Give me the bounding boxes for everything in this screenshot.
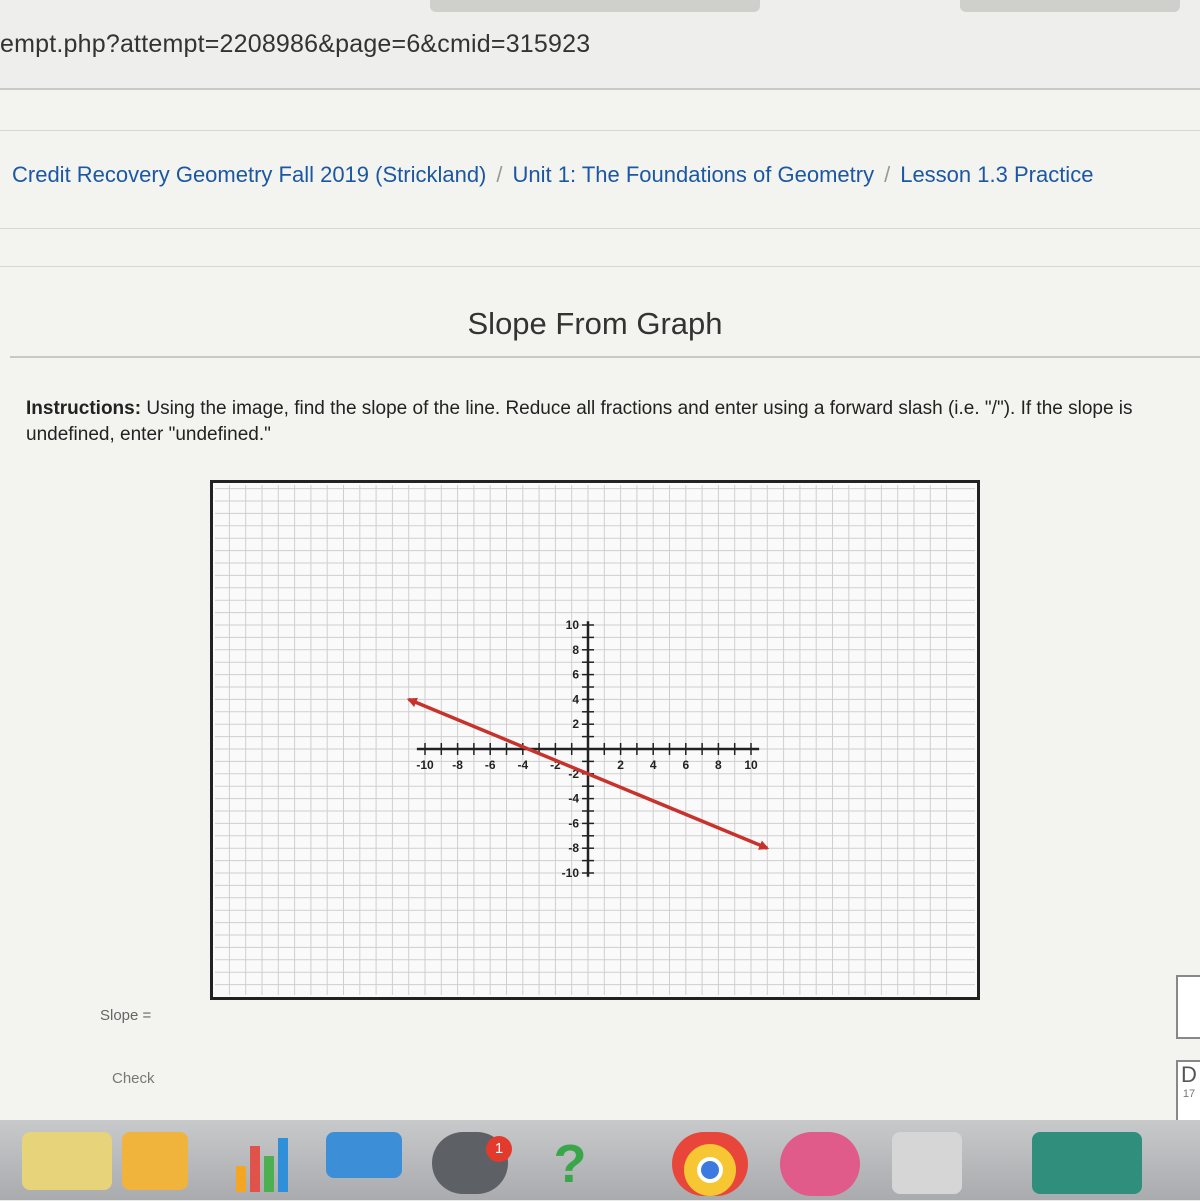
breadcrumb-unit-link[interactable]: Unit 1: The Foundations of Geometry <box>512 162 875 187</box>
itunes-app-icon[interactable] <box>780 1132 860 1196</box>
x-tick-label: -6 <box>484 758 496 772</box>
divider <box>10 356 1200 358</box>
divider <box>0 266 1200 267</box>
x-tick-label: -8 <box>452 758 463 772</box>
numbers-app-icon[interactable] <box>232 1132 302 1192</box>
y-tick-label: 6 <box>572 667 579 682</box>
calendar-widget[interactable] <box>1176 1060 1200 1128</box>
side-panel-widget[interactable] <box>1176 975 1200 1039</box>
chrome-browser-icon[interactable] <box>672 1132 748 1196</box>
x-tick-label: -4 <box>517 758 529 772</box>
y-tick-label: -10 <box>561 866 579 880</box>
x-tick-label: 10 <box>744 758 758 772</box>
instructions-text: Using the image, find the slope of the line. Reduce all fractions and enter using a forward slash (i.e. "/"). If the slope is undefined, enter "undefined." <box>26 398 1133 445</box>
y-tick-label: -8 <box>568 841 579 856</box>
keynote-app-icon[interactable] <box>326 1132 402 1178</box>
breadcrumb-separator: / <box>496 162 503 187</box>
calendar-date: 17 <box>1182 1088 1196 1100</box>
instructions <box>26 396 1176 448</box>
url-text[interactable]: empt.php?attempt=2208986&page=6&cmid=315923 <box>0 30 591 58</box>
help-app-icon[interactable]: ? <box>553 1134 587 1194</box>
x-tick-label: 2 <box>617 758 624 772</box>
app-store-icon[interactable] <box>1032 1132 1142 1194</box>
page-title: Slope From Graph <box>467 306 723 341</box>
divider <box>0 130 1200 131</box>
divider <box>0 228 1200 229</box>
y-tick-label: 2 <box>572 717 579 732</box>
check-button[interactable]: Check <box>100 1064 170 1092</box>
breadcrumb-course-link[interactable]: Credit Recovery Geometry Fall 2019 (Strickland) <box>12 162 487 187</box>
graph-svg <box>213 483 977 997</box>
slope-label: Slope = <box>100 1007 152 1024</box>
y-tick-label: 4 <box>572 692 579 707</box>
calendar-letter: D <box>1181 1062 1197 1087</box>
x-tick-label: 6 <box>682 758 690 772</box>
y-tick-label: -4 <box>568 791 579 806</box>
sticky-notes-icon[interactable] <box>122 1132 188 1190</box>
calendar-app-icon[interactable] <box>892 1132 962 1194</box>
x-tick-label: -2 <box>550 758 561 772</box>
y-tick-label: -6 <box>568 816 579 831</box>
breadcrumb-lesson-link[interactable]: Lesson 1.3 Practice <box>900 162 1094 187</box>
dock <box>0 1120 1200 1200</box>
y-tick-label: 8 <box>572 642 579 657</box>
coordinate-graph <box>210 480 980 1000</box>
y-tick-label: -2 <box>568 766 579 781</box>
x-tick-label: 8 <box>715 758 722 772</box>
notification-badge: 1 <box>486 1136 512 1162</box>
x-tick-label: 4 <box>649 758 657 772</box>
x-tick-label: -10 <box>416 758 434 772</box>
browser-tab[interactable] <box>960 0 1180 12</box>
browser-tab[interactable] <box>430 0 760 12</box>
breadcrumb <box>12 162 1093 188</box>
notes-app-icon[interactable] <box>22 1132 112 1190</box>
y-tick-label: 10 <box>565 618 579 632</box>
instructions-label: Instructions: <box>26 398 142 419</box>
browser-address-bar[interactable] <box>0 0 1200 90</box>
breadcrumb-separator: / <box>884 162 891 187</box>
